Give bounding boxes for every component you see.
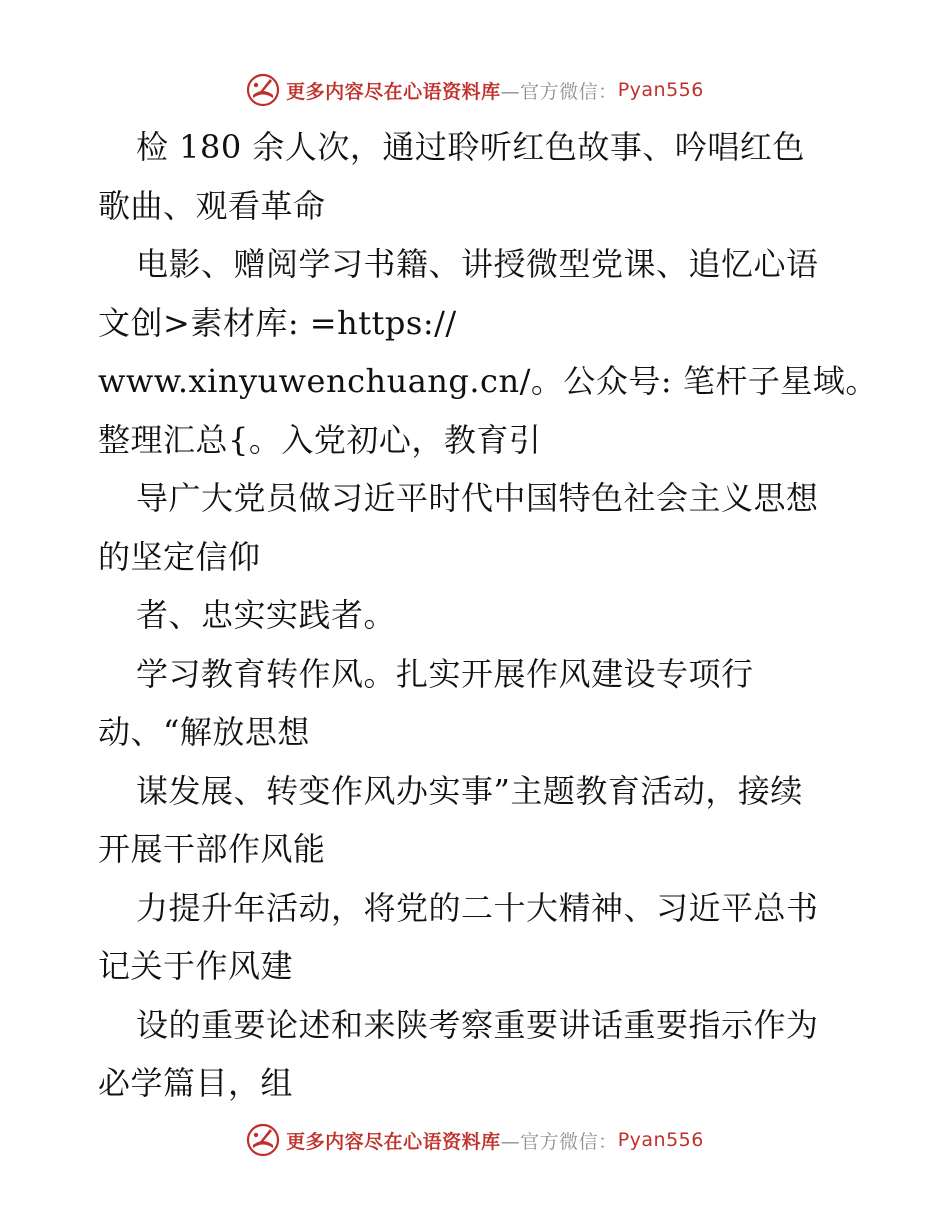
book-quill-logo-icon <box>246 73 280 107</box>
body-line: 谋发展、转变作风办实事”主题教育活动，接续 <box>136 771 803 810</box>
banner-wechat-id: Pyan556 <box>617 79 704 101</box>
banner-separator-text: —官方微信： <box>500 80 618 103</box>
banner-main-text: 更多内容尽在心语资料库 <box>286 80 501 103</box>
body-line: 整理汇总{。入党初心，教育引 <box>98 420 542 459</box>
banner-main-text: 更多内容尽在心语资料库 <box>286 1130 501 1153</box>
body-line: 检 180 余人次，通过聆听红色故事、吟唱红色 <box>136 128 805 166</box>
body-line: 开展干部作风能 <box>98 830 326 868</box>
body-line: 力提升年活动，将党的二十大精神、习近平总书 <box>136 888 819 927</box>
body-line: 者、忠实实践者。 <box>136 596 397 634</box>
body-line: 的坚定信仰 <box>98 537 261 576</box>
body-line: 必学篇目，组 <box>98 1064 294 1102</box>
book-quill-logo-icon <box>246 1123 280 1157</box>
body-line: www.xinyuwenchuang.cn/。公众号: 笔杆子星域。 <box>98 362 878 400</box>
body-line: 动、“解放思想 <box>98 713 310 751</box>
body-line: 学习教育转作风。扎实开展作风建设专项行 <box>136 654 754 693</box>
footer-banner <box>0 1120 950 1160</box>
banner-wechat-id: Pyan556 <box>617 1129 704 1151</box>
body-line: 导广大党员做习近平时代中国特色社会主义思想 <box>136 479 819 517</box>
body-line: 电影、赠阅学习书籍、讲授微型党课、追忆心语 <box>136 245 819 283</box>
banner-separator-text: —官方微信： <box>500 1130 618 1153</box>
document-body <box>98 118 878 1113</box>
body-line: 歌曲、观看革命 <box>98 186 326 225</box>
body-line: 设的重要论述和来陕考察重要讲话重要指示作为 <box>136 1005 819 1044</box>
header-banner <box>0 70 950 110</box>
body-line: 文创>素材库: =https:// <box>98 303 457 342</box>
body-line: 记关于作风建 <box>98 947 294 985</box>
